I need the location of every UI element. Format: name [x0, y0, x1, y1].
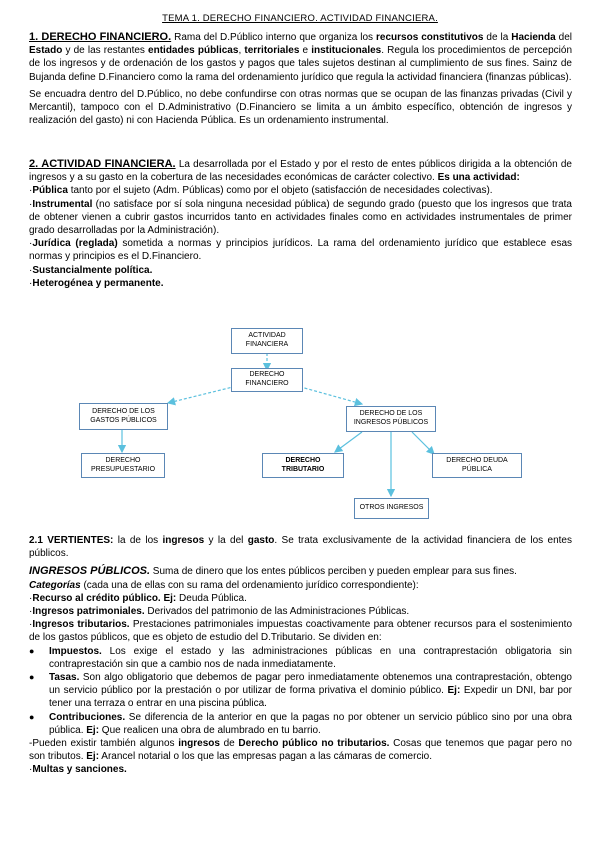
node-actividad-financiera — [231, 328, 303, 354]
bold-term: gasto — [247, 535, 275, 546]
paragraph — [29, 534, 572, 560]
item-text: Se diferencia de la anterior en que la pagas no por obtener un servicio público sino por una obra pública. — [49, 711, 572, 736]
paragraph: Se encuadra dentro del D.Público, no debe confundirse con otras normas que se ocupan de las finanzas privadas (Civil y Mercantil), tampoco con el D.Administrativo (D.Financiero se limita a un ámbito específico, obtención de ingresos y realización del gasto) ni con Hacienda Pública. Es un ordenamiento instrumental. — [29, 88, 572, 127]
node-label: FINANCIERO — [245, 380, 289, 387]
paragraph — [29, 579, 572, 592]
list-item — [29, 645, 572, 671]
item-label: Pública — [32, 185, 68, 197]
node-label: FINANCIERA — [245, 341, 289, 348]
text: -Pueden existir también algunos — [29, 738, 179, 750]
section-heading: 2. ACTIVIDAD FINANCIERA. — [29, 158, 176, 170]
node-tributario — [262, 453, 344, 478]
example-label: Ej: — [86, 724, 100, 736]
paragraph — [29, 565, 572, 578]
text: del — [555, 32, 573, 43]
edge-ingresos-tributario — [335, 432, 362, 452]
text: Arancel notarial o los que las empresas pagan a las cámaras de comercio. — [99, 751, 433, 763]
node-label: DERECHO — [249, 371, 285, 379]
node-label: DERECHO DE LOS — [92, 407, 155, 415]
text: , — [238, 45, 245, 57]
bold-term: Derecho público no tributarios. — [238, 738, 390, 750]
text: y de las restantes — [62, 45, 149, 57]
item-text: Derivados del patrimonio de las Administraciones Públicas. — [144, 606, 410, 618]
list-item — [29, 671, 572, 711]
tributos-list — [29, 645, 572, 737]
item-label: Tasas. — [49, 672, 80, 684]
bold-term: Categorías — [29, 579, 81, 591]
text: . Regula los procedimientos de percepción de los ingresos y de ordenación de los gastos y pagos que tales sujetos destinan al cumplimiento de sus fines. Sainz de Bujanda define D.Financiero como la rama del ordenamiento jurídico que regula la actividad financiera (finanzas públicas). — [29, 45, 573, 83]
text: la de los — [113, 535, 163, 546]
text: Rama del D.Público interno que organiza los — [171, 32, 377, 43]
node-derecho-financiero — [231, 368, 303, 392]
document-title: TEMA 1. DERECHO FINANCIERO. ACTIVIDAD FINANCIERA. — [162, 13, 438, 24]
node-gastos-publicos — [79, 403, 168, 430]
paragraph — [29, 31, 572, 84]
bold-term: ingresos — [178, 738, 220, 750]
list-item: ·Instrumental (no satisface por sí sola ninguna necesidad pública) de segundo grado (puesto que los ingresos que trata de obtener vienen a cubrir gastos incurridos tanto en actividades finales como en actividades instrumentales de primer grado desarrolladas por la Administración). — [29, 198, 572, 237]
node-label: DERECHO DE LOS — [359, 410, 423, 418]
section-heading: 2.1 VERTIENTES: — [29, 535, 114, 546]
list-item: ·Ingresos patrimoniales. Derivados del patrimonio de las Administraciones Públicas. — [29, 606, 410, 618]
item-label: Jurídica (reglada) — [32, 238, 118, 250]
edge-ingresos-deuda — [412, 432, 434, 454]
item-label: Recurso al crédito público. Ej: — [32, 592, 177, 604]
item-label: Heterogénea y permanente. — [32, 277, 164, 289]
node-label: ACTIVIDAD — [248, 332, 286, 340]
example-label: Ej: — [447, 685, 461, 697]
bold-term: Es una actividad: — [437, 172, 520, 184]
text: y la del — [204, 535, 248, 546]
text: La desarrollada por el Estado y por el resto de entes públicos dirigida a la obtención de ingresos y a su gasto en la cobertura de las necesidades económicas de carácter colectivo. — [29, 159, 572, 184]
item-text: Deuda Pública. — [176, 592, 247, 604]
node-label: PRESUPUESTARIO — [90, 465, 156, 473]
item-label: Sustancialmente política. — [32, 264, 153, 276]
item-text: Son algo obligatorio que debemos de pagar pero inmediatamente obtenemos una contraprestación, obtengo un servicio público por la prestación o por utilizar de forma privativa el dominio público. — [49, 672, 572, 697]
node-label: PÚBLICA — [462, 465, 492, 473]
node-label: INGRESOS PÚBLICOS — [353, 419, 429, 426]
node-label: OTROS INGRESOS — [359, 504, 424, 512]
bold-term: Estado — [29, 45, 63, 57]
list-item: ·Pública tanto por el sujeto (Adm. Públicas) como por el objeto (satisfacción de necesidades colectivas). — [29, 185, 493, 197]
node-label: GASTOS PÚBLICOS — [90, 416, 157, 424]
bold-term: entidades públicas — [148, 45, 239, 57]
text: Suma de dinero que los entes públicos perciben y pueden emplear para sus fines. — [150, 566, 517, 578]
item-text: (no satisface por sí sola ninguna necesidad pública) de segundo grado (puesto que los ingresos que trata de obtener vienen a cubrir gastos incurridos tanto en actividades finales como en actividades instrumentales de primer grado desarrolladas por la Administración). — [29, 198, 572, 237]
text: de la — [483, 32, 512, 43]
section-vertientes — [29, 534, 572, 777]
bold-term: recursos constitutivos — [376, 32, 484, 43]
item-text: Los exige el estado y las administraciones públicas en una contraprestación obligatoria sin contraprestación sin que a cambio nos de nada inmediatamente. — [49, 645, 572, 670]
example-text: Expedir un DNI, bar por tener una terraza o entrar en una piscina pública. — [49, 685, 572, 710]
list-item — [29, 711, 572, 737]
list-item: ·Multas y sanciones. — [29, 764, 127, 776]
list-item: ·Ingresos tributarios. Prestaciones patrimoniales impuestas coactivamente para obtener recursos para el sostenimiento de los gastos públicos, que es objeto de estudio del D.Tributario. Se dividen en: — [29, 619, 573, 644]
item-text: tanto por el sujeto (Adm. Públicas) como por el objeto (satisfacción de necesidades colectivas). — [67, 185, 493, 197]
section-actividad-financiera — [29, 158, 572, 290]
example-label: Ej: — [86, 751, 100, 763]
node-presupuestario — [81, 453, 165, 478]
bold-term: Hacienda — [511, 32, 556, 43]
paragraph — [29, 158, 572, 184]
text: . Se trata exclusivamente de la actividad financiera de los entes públicos. — [29, 535, 572, 560]
section-heading: 1. DERECHO FINANCIERO. — [29, 31, 172, 43]
concept-diagram — [0, 320, 600, 525]
text: (cada una de ellas con su rama del ordenamiento jurídico correspondiente): — [80, 579, 419, 591]
node-otros-ingresos — [354, 498, 429, 519]
item-label: Multas y sanciones. — [32, 764, 127, 776]
item-label: Impuestos. — [49, 645, 102, 657]
item-text: sometida a normas y principios jurídicos. La rama del ordenamiento jurídico que establece esas normas y principios es el D.Financiero. — [29, 238, 573, 263]
item-text: Prestaciones patrimoniales impuestas coactivamente para obtener recursos para el sostenimiento de los gastos públicos, que es objeto de estudio del D.Tributario. Se dividen en: — [29, 619, 573, 644]
section-derecho-financiero — [29, 31, 572, 127]
text: e — [299, 45, 312, 57]
node-label: DERECHO DEUDA — [446, 456, 508, 464]
text: Cosas que tenemos que pagar pero no son tributos. — [29, 738, 572, 763]
paragraph — [29, 737, 572, 763]
item-label: Ingresos patrimoniales. — [32, 606, 145, 618]
node-ingresos-publicos — [346, 406, 436, 432]
node-label: DERECHO — [285, 456, 321, 464]
text: de — [219, 738, 239, 750]
example-text: Que realicen una obra de alumbrado en tu barrio. — [99, 724, 321, 736]
item-label: Instrumental — [32, 198, 93, 210]
list-item: ·Jurídica (reglada) sometida a normas y principios jurídicos. La rama del ordenamiento jurídico que establece esas normas y principios es el D.Financiero. — [29, 238, 573, 263]
list-item: ·Heterogénea y permanente. — [29, 277, 164, 289]
bold-term: institucionales — [311, 45, 382, 57]
node-deuda-publica — [432, 453, 522, 478]
bold-term: territoriales — [244, 45, 300, 57]
list-item: ·Sustancialmente política. — [29, 264, 153, 276]
item-label: Ingresos tributarios. — [32, 619, 130, 631]
node-label: TRIBUTARIO — [281, 465, 325, 473]
bold-term: ingresos — [162, 535, 205, 546]
node-label: DERECHO — [105, 456, 141, 464]
item-label: Contribuciones. — [49, 711, 126, 723]
list-item: ·Recurso al crédito público. Ej: Deuda Pública. — [29, 592, 247, 604]
subsection-heading: INGRESOS PÚBLICOS. — [29, 565, 151, 578]
